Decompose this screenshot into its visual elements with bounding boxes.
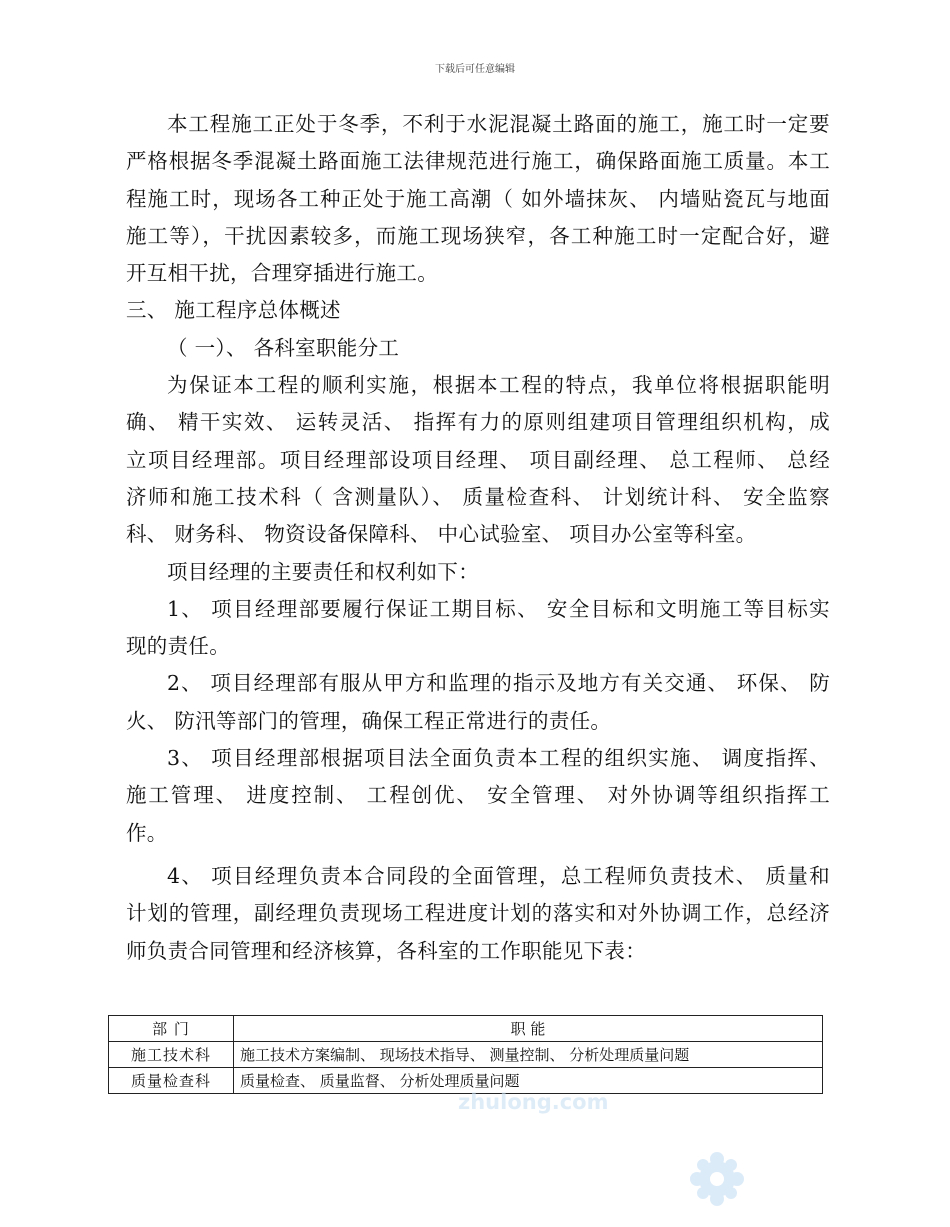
list-item-line: 现的责任。	[126, 634, 230, 659]
paragraph-line: 科、 财务科、 物资设备保障科、 中心试验室、 项目办公室等科室。	[126, 522, 757, 547]
department-duties-table	[108, 1015, 823, 1094]
header-cell-duty: 职 能	[234, 1016, 823, 1042]
paragraph-line: 济师和施工技术科（ 含测量队）、 质量检查科、 计划统计科、 安全监察	[126, 484, 830, 509]
paragraph-line: 为保证本工程的顺利实施，根据本工程的特点，我单位将根据职能明	[167, 373, 830, 398]
paragraph-line: 项目经理的主要责任和权利如下：	[167, 559, 479, 584]
paragraph-line: 程施工时，现场各工种正处于施工高潮（ 如外墙抹灰、 内墙贴瓷瓦与地面	[126, 186, 830, 211]
list-item-line: 作。	[126, 820, 168, 845]
list-item-line: 3、 项目经理部根据项目法全面负责本工程的组织实施、 调度指挥、	[167, 746, 830, 771]
section-heading: 三、 施工程序总体概述	[126, 298, 341, 323]
watermark-logo-icon	[688, 1150, 746, 1208]
table-header-row	[109, 1016, 823, 1042]
paragraph-line: 立项目经理部。项目经理部设项目经理、 项目副经理、 总工程师、 总经	[126, 447, 830, 472]
paragraph-line: 确、 精干实效、 运转灵活、 指挥有力的原则组建项目管理组织机构，成	[126, 410, 830, 435]
watermark-text: zhulong.com	[458, 1090, 609, 1114]
list-item-line: 火、 防汛等部门的管理，确保工程正常进行的责任。	[126, 708, 612, 733]
page-header-note: 下载后可任意编辑	[435, 64, 515, 75]
document-body	[126, 106, 830, 970]
paragraph-line: 本工程施工正处于冬季，不利于水泥混凝土路面的施工，施工时一定要	[167, 112, 830, 136]
list-item-line: 4、 项目经理负责本合同段的全面管理，总工程师负责技术、 质量和	[167, 863, 830, 888]
table-row	[109, 1042, 823, 1068]
header-cell-department: 部 门	[109, 1016, 234, 1042]
paragraph-line: 施工等），干扰因素较多，而施工现场狭窄，各工种施工时一定配合好，避	[126, 223, 830, 248]
list-item-line: 1、 项目经理部要履行保证工期目标、 安全目标和文明施工等目标实	[167, 596, 830, 621]
duty-cell: 施工技术方案编制、 现场技术指导、 测量控制、 分析处理质量问题	[234, 1042, 823, 1068]
duty-cell: 质量检查、 质量监督、 分析处理质量问题	[234, 1068, 823, 1094]
list-item-line: 2、 项目经理部有服从甲方和监理的指示及地方有关交通、 环保、 防	[167, 671, 830, 696]
list-item-line: 计划的管理，副经理负责现场工程进度计划的落实和对外协调工作，总经济	[126, 901, 830, 926]
paragraph-line: 严格根据冬季混凝土路面施工法律规范进行施工，确保路面施工质量。本工	[126, 149, 830, 174]
subsection-heading: （ 一）、 各科室职能分工	[167, 335, 400, 360]
list-item-line: 施工管理、 进度控制、 工程创优、 安全管理、 对外协调等组织指挥工	[126, 783, 830, 808]
department-cell: 质量检查科	[109, 1068, 234, 1094]
department-cell: 施工技术科	[109, 1042, 234, 1068]
list-item-line: 师负责合同管理和经济核算，各科室的工作职能见下表：	[126, 938, 646, 963]
paragraph-line: 开互相干扰，合理穿插进行施工。	[126, 261, 438, 286]
